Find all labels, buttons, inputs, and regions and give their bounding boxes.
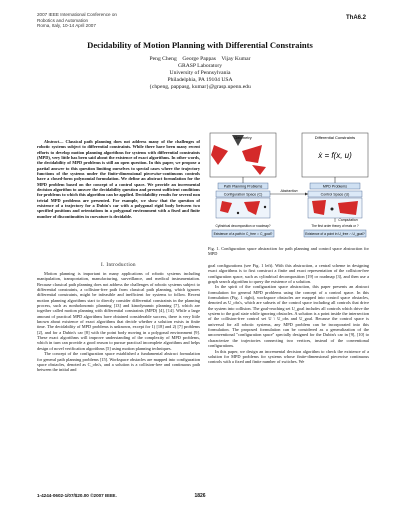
author-emails: {chpeng, pappasg, kumar}@grasp.upenn.edu [149,84,251,90]
isbn-footer: 1-4244-0602-1/07/$20.00 ©2007 IEEE. [37,493,117,498]
intro-paragraph: The concept of the configuration space established a fundamental abstract formulation for general path planning problems [15]. Workspace obstacles are mapped into configuration space obstacles, denoted as C_obs's, and a solution is a collision-free and continuous path between the initial and [37,351,200,373]
abstract-label: Abstract [44,139,59,144]
paper-title: Decidability of Motion Planning with Differential Constraints [87,40,313,50]
abstract-text: — Classical path planning does not address many of the challenges of robotic systems subject to differential constraints. While there have been many recent efforts to develop motion planning algorithms for systems with differential constraints (MPD), very little has been said about the existence of exact algorithms. In other words, the decidability of MPD problems is still an open question. In this paper, we propose a partial answer to this question limiting ourselves to special cases where the trajectory functions of the systems under the finite-dimensional piecewise-continuous controls have a closed-form polynomial formulation. We define an abstract formulation for the MPD problem based on the concept of a control space. We provide an incremental decision algorithm to answer the decidability question and present sufficient conditions for problems to which this algorithm can be applied. Decidability results for several non trivial MPD problems are presented. For example, we show that the question of existence of a trajectory for a Dubin's car with a polygonal rigid body between two specified positions and orientations in a polygonal environment with a fixed and finite number of discontinuities in curvature is decidable. [37,139,200,219]
session-id: ThA6.2 [345,15,366,21]
geometry-label: Geometry [234,135,252,140]
figure-caption: Fig. 1. Configuration space abstraction for path planning and control space abstraction for MPD [208,246,369,257]
abstract [37,139,200,219]
author-names: Peng Cheng George Pappas Vijay Kumar [149,56,251,62]
conference-line-1: 2007 IEEE International Conference on [37,12,117,17]
start-point [237,212,239,214]
obstacle-shape [252,165,266,175]
author-city: Philadelphia, PA 19104 USA [167,77,233,83]
abstraction-label: Abstraction [280,189,298,193]
author-lab: GRASP Laboratory [177,63,223,69]
conference-header [37,12,117,29]
right-paragraph: In this paper, we design an incremental decision algorithm to check the existence of a solution for MPD problems for systems whose finite-dimensional piecewise continuous controls with a fixed and finite number of switches. We [208,348,369,365]
computation-label: Computation [338,218,358,222]
path-existence-question: Existence of a path in C_free ∩ C_goal? [213,232,273,236]
arrow-head [305,193,308,196]
u-obstacle [338,201,358,215]
decomposition-label: Cylindrical decomposition or roadmap? [215,224,271,228]
path-planning-label: Path Planning Problems [223,184,263,189]
control-space-label: Control Space (U) [320,192,350,197]
figure-1 [208,131,370,243]
obstacle-shape [211,145,228,165]
goal-point [264,206,266,208]
u-obstacle [312,200,326,215]
page-number: 1826 [194,493,206,499]
right-paragraph: goal configurations (see Fig. 1 left). With this abstraction, a central scheme in designing exact algorithms is to first construct a finite and exact representation of the collision-free configuration space, such as cylindrical decomposition [19] or roadmap [3], and then use a graph search algorithm to query the existence of a solution. [208,263,369,285]
dynamics-equation: ẋ = f(x, u) [318,151,352,160]
obstacle-shape [242,145,262,163]
author-block [30,56,370,91]
first-order-theory-label: The first order theory of reals or ? [311,224,359,228]
point-existence-question: Existence of a point in U_free ∩ U_goal? [305,232,365,236]
intro-paragraph: Motion planning is important in many applications of robotic systems including manipulation, transportation, manufacturing, surveillance, and medical instrumentation. Because classical path planning does not address the challenges of robotic systems subject to differential constraints, a collision-free path from classical path planning, which ignores differential constraints, might be infeasible and inefficient for systems to follow. Recent motion planning algorithms start to directly consider differential constraints in the planning process, such as nonholonomic planning [13] and kinodynamic planning [7], which are together called motion planning with differential constraints (MPD) [4], [14]. While a large amount of practical MPD algorithms have obtained considerable success, there is very little known about existence of exact algorithms that decide whether a solution exists in finite time. The decidability of MPD problems is unknown, except for 1) [18] and 2) [7] problems [2], and for a Dubin's car [8] with the point body moving in a polygonal environment [9]. These exact algorithms will improve understanding of the complexity of MPD problems, which in turn can provide a good reason to pursue practical incomplete algorithms and helps design of novel verification algorithms [5] using motion planning techniques. [37,271,200,351]
right-column-text [208,263,369,365]
section-heading-introduction: I. Introduction [101,263,136,268]
differential-constraints-label: Differential Constraints [314,135,356,140]
mpd-label: MPD Problems [322,184,348,189]
configuration-space-label: Configuration Space (C) [223,192,263,197]
right-paragraph: In the spirit of the configuration space abstraction, this paper presents an abstract formulation for general MPD problems using the concept of a control space. In this formulation (Fig. 1 right), workspace obstacles are mapped into control space obstacles, denoted as U_obs's, which are subsets of the control space including all controls that drive the system into collision. The goal-reaching set U_goal includes all controls which drive the system to the goal state while ignoring obstacles. A solution is a point inside the intersection of the collision-free control set U \ U_obs and U_goal. Because the control space is universal for all robotic systems, any MPD problem can be incorporated into this formulation. The proposed formulation can be considered as a generalization of the unconventional "configuration space" specially designed for the Dubin's car in [9], [10] to characterize the trajectories connecting two vertices, instead of the conventional configurations. [208,284,369,349]
introduction-text [37,271,200,373]
figure-1-diagram [208,131,370,243]
conference-line-3: Roma, Italy, 10-14 April 2007 [37,23,96,29]
solution-point [331,208,334,211]
author-university: University of Pennsylvania [169,70,231,76]
conference-line-2: Robotics and Automation [37,17,89,23]
